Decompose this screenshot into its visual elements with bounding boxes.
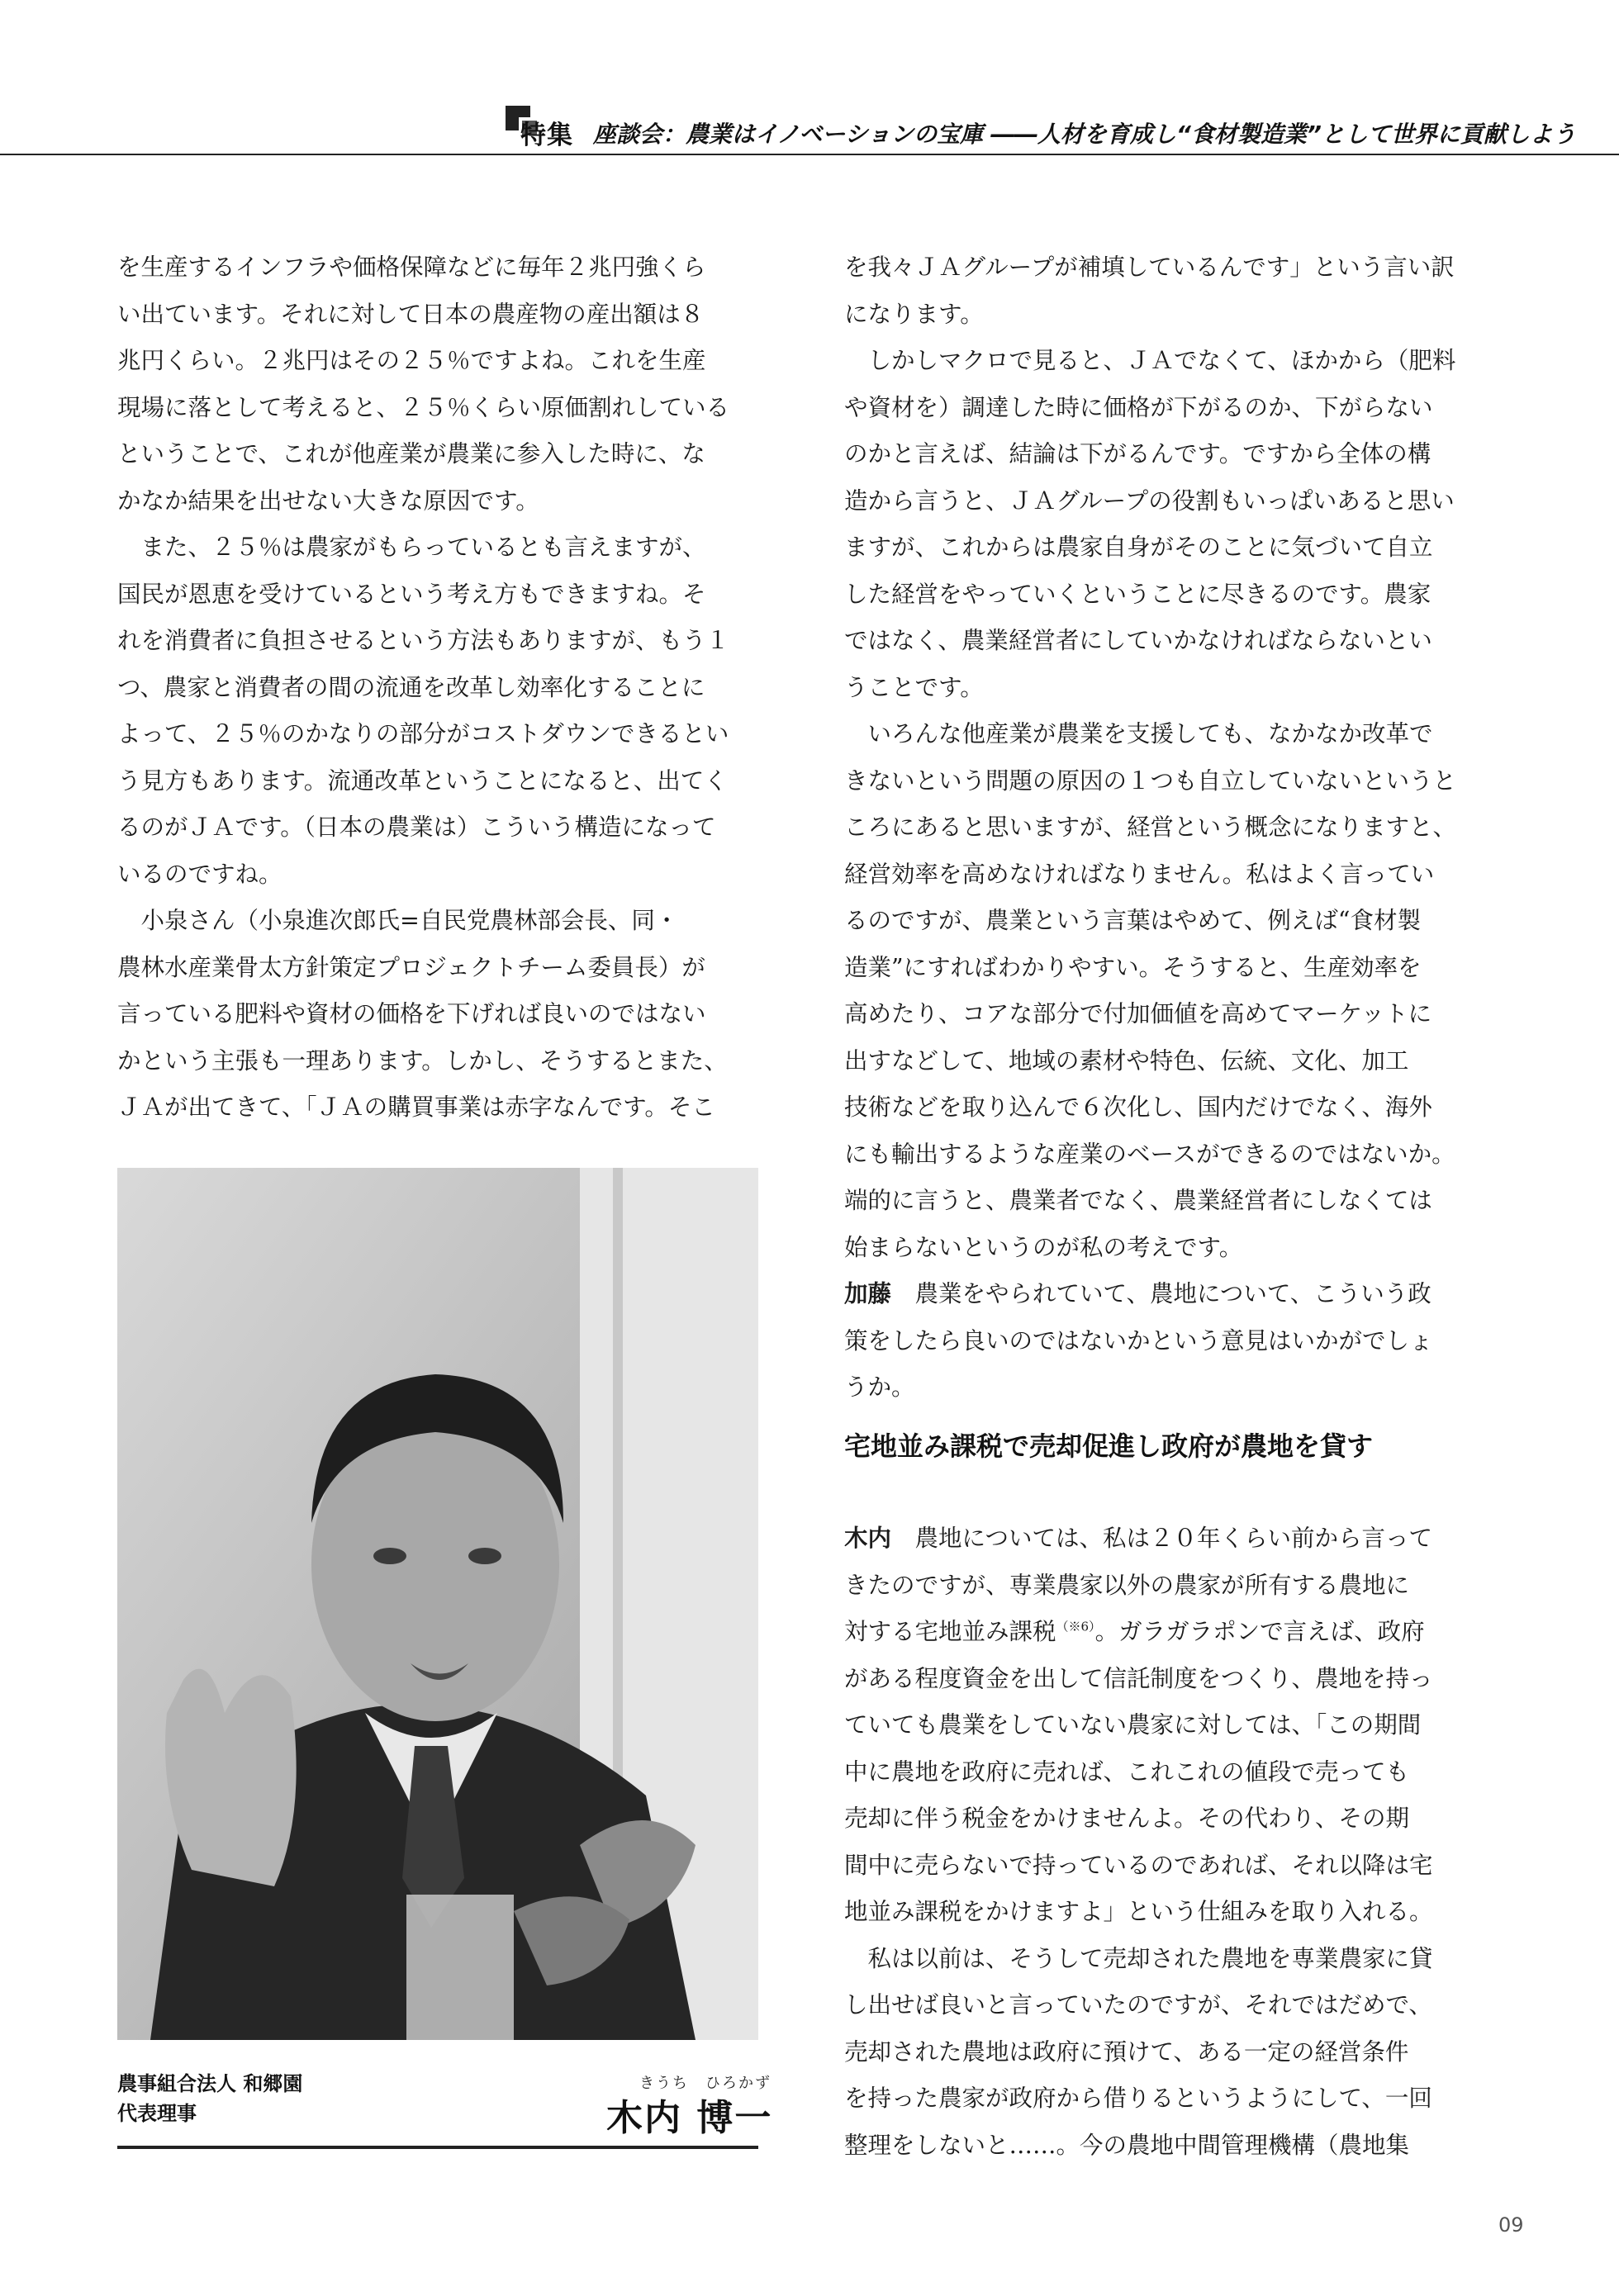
text-line: るのですが、農業という言葉はやめて、例えば“食材製 bbox=[844, 907, 1422, 934]
text-line: 農業をやられていて、農地について、こういう政 bbox=[891, 1280, 1431, 1307]
text-line: きたのですが、専業農家以外の農家が所有する農地に bbox=[844, 1571, 1410, 1599]
text-line: うことです。 bbox=[844, 673, 984, 701]
portrait-photo bbox=[117, 1168, 758, 2040]
text-line: よって、２５％のかなりの部分がコストダウンできるとい bbox=[117, 720, 729, 747]
text-line: う見方もあります。流通改革ということになると、出てく bbox=[117, 766, 728, 795]
text-line: のかと言えば、結論は下がるんです。ですから全体の構 bbox=[844, 440, 1431, 467]
text-line: 売却に伴う税金をかけませんよ。その代わり、その期 bbox=[844, 1805, 1410, 1832]
kato-line bbox=[844, 1271, 1505, 1318]
text-line: を我々ＪＡグループが補填しているんです」という言い訳 bbox=[844, 254, 1455, 281]
kiuchi-line bbox=[844, 1516, 1505, 1563]
text-line: 国民が恩恵を受けているという考え方もできますね。そ bbox=[117, 580, 706, 608]
text-line: 造業”にすればわかりやすい。そうすると、生産効率を bbox=[844, 953, 1422, 981]
text-line: しかしマクロで見ると、ＪＡでなくて、ほかから（肥料 bbox=[844, 347, 1456, 374]
text-line: ていても農業をしていない農家に対しては、「この期間 bbox=[844, 1711, 1422, 1739]
header-title: 座談会：農業はイノベーションの宝庫 ――人材を育成し“食材製造業”として世界に貢献しよう bbox=[593, 121, 1576, 148]
text-line: がある程度資金を出して信託制度をつくり、農地を持っ bbox=[844, 1664, 1433, 1692]
text-line: きないという問題の原因の１つも自立していないというと bbox=[844, 766, 1457, 795]
right-column bbox=[844, 244, 1505, 1411]
text-line: 造から言うと、ＪＡグループの役割もいっぱいあると思い bbox=[844, 486, 1455, 515]
text-line: 整理をしないと……。今の農地中間管理機構（農地集 bbox=[844, 2131, 1410, 2159]
text-line: にも輸出するような産業のベースができるのではないか。 bbox=[844, 1140, 1455, 1168]
text-segment: 対する宅地並み課税 bbox=[844, 1618, 1056, 1645]
text-line: 技術などを取り込んで６次化し、国内だけでなく、海外 bbox=[844, 1093, 1432, 1121]
text-line: 経営効率を高めなければなりません。私はよく言ってい bbox=[844, 860, 1435, 888]
caption-rule bbox=[117, 2146, 758, 2149]
text-line: を生産するインフラや価格保障などに毎年２兆円強くら bbox=[117, 254, 706, 281]
text-line: 間中に売らないで持っているのであれば、それ以降は宅 bbox=[844, 1851, 1433, 1879]
text-line: 兆円くらい。２兆円はその２５％ですよね。これを生産 bbox=[117, 347, 706, 374]
text-line: 売却された農地は政府に預けて、ある一定の経営条件 bbox=[844, 2037, 1409, 2066]
caption-name: 木内 博一 bbox=[606, 2097, 773, 2139]
page-header bbox=[0, 0, 1619, 165]
text-line-with-note bbox=[844, 1609, 1505, 1656]
text-line: 現場に落として考えると、２５％くらい原価割れしている bbox=[117, 393, 730, 421]
text-line: になります。 bbox=[844, 300, 984, 328]
photo-caption-organization bbox=[117, 2069, 302, 2128]
text-line: かなか結果を出せない大きな原因です。 bbox=[117, 486, 539, 515]
text-line: 端的に言うと、農業者でなく、農業経営者にしなくては bbox=[844, 1187, 1432, 1214]
text-line: し出せば良いと言っていたのですが、それではだめで、 bbox=[844, 1991, 1432, 2018]
text-line: うか。 bbox=[844, 1373, 915, 1401]
text-line: 地並み課税をかけますよ」という仕組みを取り入れる。 bbox=[844, 1898, 1433, 1925]
caption-org-line: 農事組合法人 和郷園 bbox=[117, 2072, 303, 2095]
text-line: 出すなどして、地域の素材や特色、伝統、文化、加工 bbox=[844, 1046, 1409, 1074]
text-line: かという主張も一理あります。しかし、そうするとまた、 bbox=[117, 1046, 728, 1074]
caption-title-line: 代表理事 bbox=[117, 2102, 197, 2125]
text-segment: 。ガラガラポンで言えば、政府 bbox=[1094, 1618, 1425, 1645]
footnote-marker: （※6） bbox=[1056, 1619, 1095, 1634]
text-line: した経営をやっていくということに尽きるのです。農家 bbox=[844, 580, 1431, 608]
text-line: 小泉さん（小泉進次郎氏=自民党農林部会長、同・ bbox=[117, 907, 679, 934]
text-line: また、２５％は農家がもらっているとも言えますが、 bbox=[117, 534, 706, 561]
page-number: 09 bbox=[1498, 2213, 1524, 2237]
text-line: 策をしたら良いのではないかという意見はいかがでしょ bbox=[844, 1326, 1433, 1354]
kiuchi-remarks bbox=[844, 1516, 1505, 2169]
text-line: ＪＡが出てきて、「ＪＡの購買事業は赤字なんです。そこ bbox=[117, 1093, 715, 1121]
text-line: るのがＪＡです。（日本の農業は）こういう構造になって bbox=[117, 814, 716, 841]
text-line: ということで、これが他産業が農業に参入した時に、な bbox=[117, 440, 705, 467]
text-line: いるのですね。 bbox=[117, 860, 282, 888]
speaker-name: 木内 bbox=[844, 1525, 892, 1552]
text-line: 中に農地を政府に売れば、これこれの値段で売っても bbox=[844, 1758, 1410, 1786]
text-line: 農林水産業骨太方針策定プロジェクトチーム委員長）が bbox=[117, 953, 705, 981]
section-label: 特集 bbox=[520, 121, 573, 150]
section-heading: 宅地並み課税で売却促進し政府が農地を貸す bbox=[844, 1430, 1374, 1462]
caption-name-ruby: きうち ひろかず bbox=[639, 2075, 772, 2092]
text-line: を持った農家が政府から借りるというようにして、一回 bbox=[844, 2085, 1432, 2112]
text-line: れを消費者に負担させるという方法もありますが、もう１ bbox=[117, 627, 730, 654]
text-line: 始まらないというのが私の考えです。 bbox=[844, 1233, 1243, 1261]
text-line: いろんな他産業が農業を支援しても、なかなか改革で bbox=[844, 720, 1433, 747]
text-line: 高めたり、コアな部分で付加価値を高めてマーケットに bbox=[844, 1000, 1432, 1027]
speaker-name: 加藤 bbox=[844, 1280, 892, 1307]
text-line: つ、農家と消費者の間の流通を改革し効率化することに bbox=[117, 673, 705, 701]
text-line: 農地については、私は２０年くらい前から言って bbox=[891, 1525, 1432, 1552]
text-line: や資材を）調達した時に価格が下がるのか、下がらない bbox=[844, 393, 1433, 421]
text-line: ころにあると思いますが、経営という概念になりますと、 bbox=[844, 814, 1457, 841]
text-line: ではなく、農業経営者にしていかなければならないとい bbox=[844, 627, 1432, 654]
text-line: い出ています。それに対して日本の農産物の産出額は８ bbox=[117, 300, 705, 328]
header-rule bbox=[0, 154, 1619, 155]
text-line: ますが、これからは農家自身がそのことに気づいて自立 bbox=[844, 534, 1433, 561]
left-column bbox=[117, 244, 762, 1131]
text-line: 言っている肥料や資材の価格を下げれば良いのではない bbox=[117, 1000, 706, 1027]
text-line: 私は以前は、そうして売却された農地を専業農家に貸 bbox=[844, 1944, 1433, 1972]
